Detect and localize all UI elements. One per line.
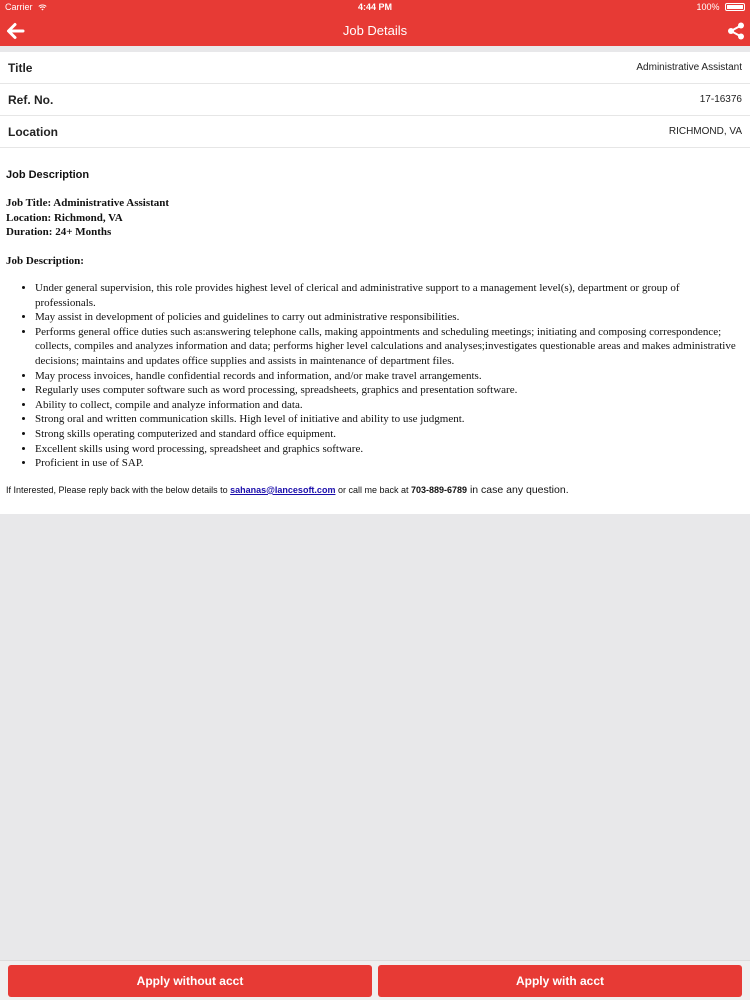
top-bar	[0, 0, 750, 46]
reply-suffix: in case any question.	[467, 483, 569, 496]
bottom-action-bar	[0, 960, 750, 1000]
apply-without-account-button[interactable]: Apply without acct	[8, 965, 372, 997]
list-item: • Under general supervision, this role provides highest level of clerical and administrative support to a management level(s), department or group of professionals.	[35, 281, 742, 310]
detail-value: RICHMOND, VA	[668, 126, 742, 137]
nav-bar	[0, 15, 750, 46]
detail-row-location	[0, 116, 750, 148]
apply-with-account-button[interactable]: Apply with acct	[378, 965, 742, 997]
list-item: • Regularly uses computer software such as word processing, spreadsheets, graphics and presentation software.	[35, 383, 742, 398]
email-link[interactable]: sahanas@lancesoft.com	[230, 484, 336, 495]
detail-row-ref-no	[0, 84, 750, 116]
list-item: • Strong oral and written communication skills. High level of initiative and ability to use judgment.	[35, 412, 742, 427]
status-time: 4:44 PM	[357, 2, 392, 12]
job-details-content	[0, 52, 750, 514]
location-line: Location: Richmond, VA	[6, 211, 123, 224]
description-section-label: Job Description:	[6, 254, 84, 267]
reply-middle: or call me back at	[335, 484, 411, 495]
status-battery	[696, 2, 745, 12]
list-item: • Proficient in use of SAP.	[35, 456, 742, 471]
page-title: Job Details	[342, 23, 408, 38]
carrier-label: Carrier	[5, 2, 33, 12]
list-item: • Strong skills operating computerized and standard office equipment.	[35, 427, 742, 442]
description-heading: Job Description	[6, 169, 90, 181]
detail-value: 17-16376	[699, 94, 742, 105]
duties-list	[6, 281, 742, 471]
detail-label: Location	[8, 125, 58, 139]
description-body	[6, 196, 742, 471]
list-item: • May process invoices, handle confidential records and information, and/or make travel arrangements.	[35, 369, 742, 384]
detail-value: Administrative Assistant	[636, 62, 742, 73]
phone-number[interactable]: 703-889-6789	[410, 484, 468, 495]
list-item: • Excellent skills using word processing, spreadsheet and graphics software.	[35, 442, 742, 457]
detail-label: Title	[8, 61, 33, 75]
list-item: • Performs general office duties such as:answering telephone calls, making appointments and scheduling meetings; initiating and composing correspondence; collects, compiles and analyzes information and data; performs higher level calculations and analyses;investigates questionable areas and makes administrative decisions; maintains and updates office supplies and assists in maintenance of department files.	[35, 325, 742, 369]
reply-instructions	[6, 484, 742, 496]
list-item: • May assist in development of policies and guidelines to carry out administrative responsibilities.	[35, 310, 742, 325]
share-icon[interactable]	[726, 21, 746, 41]
detail-row-title	[0, 52, 750, 84]
status-bar	[0, 0, 750, 15]
job-title-line: Job Title: Administrative Assistant	[6, 197, 170, 209]
reply-prefix: If Interested, Please reply back with the below details to	[6, 484, 231, 495]
duration-line: Duration: 24+ Months	[6, 226, 112, 238]
battery-icon	[725, 3, 745, 11]
detail-label: Ref. No.	[8, 93, 54, 107]
list-item: • Ability to collect, compile and analyze information and data.	[35, 398, 742, 413]
battery-percent: 100%	[696, 2, 720, 12]
